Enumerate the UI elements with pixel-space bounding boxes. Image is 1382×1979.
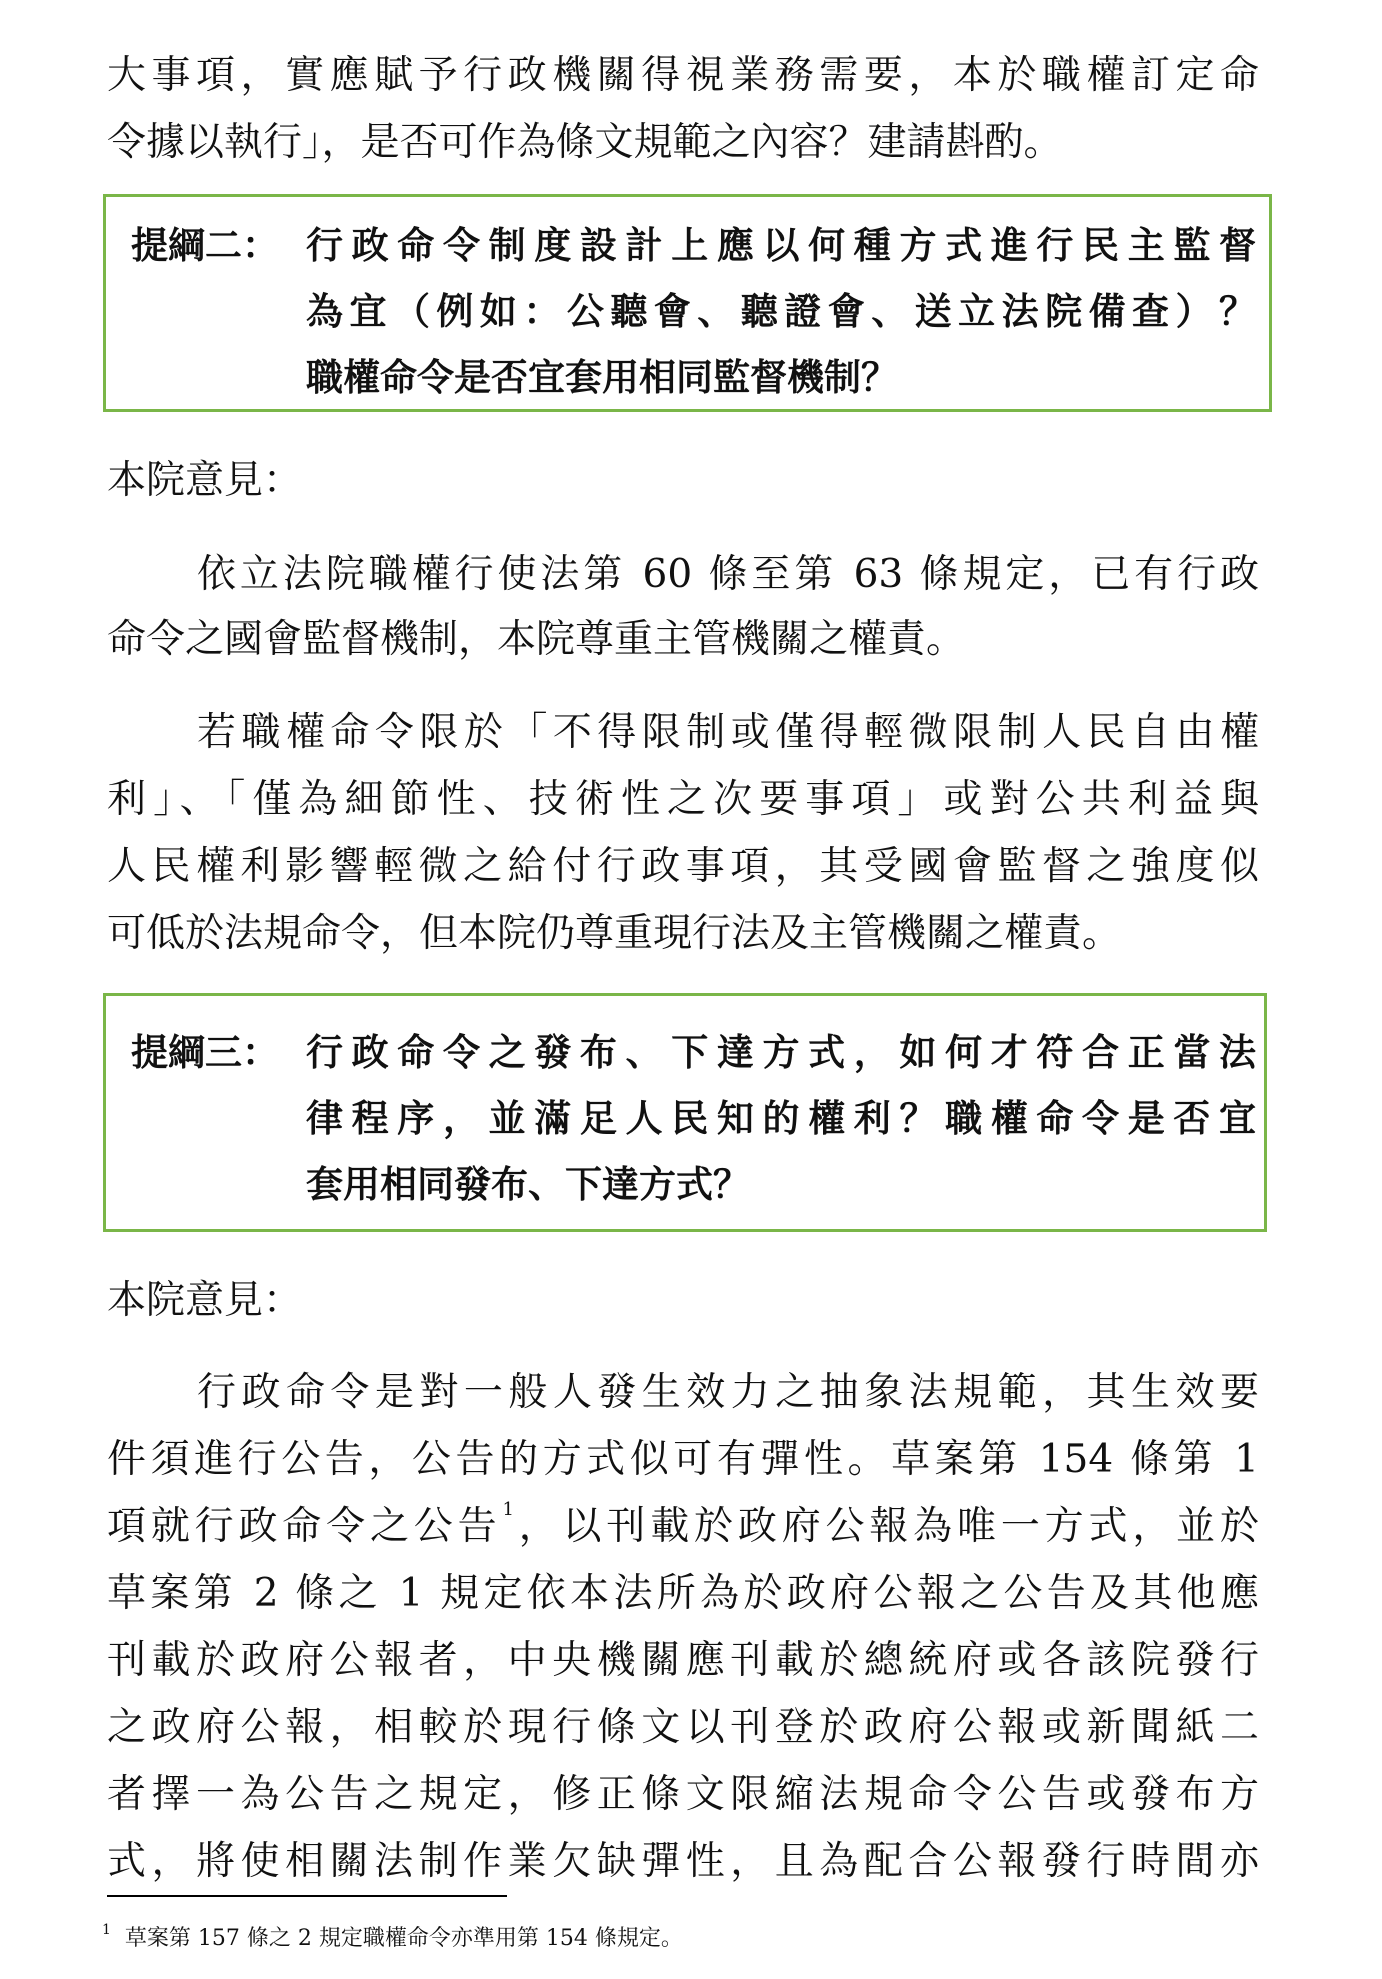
outline-two-line-1: 行政命令制度設計上應以何種方式進行民主監督 (306, 224, 1256, 267)
footnote-number: 1 (102, 1922, 111, 1938)
outline-two-line-3: 職權命令是否宜套用相同監督機制？ (306, 356, 898, 399)
opinion-three-line-3-part-b: ，以刊載於政府公報為唯一方式，並於 (513, 1504, 1259, 1549)
opinion-two-para2-line-3: 人民權利影響輕微之給付行政事項，其受國會監督之強度似 (107, 844, 1259, 889)
footnote (102, 1922, 683, 1951)
opinion-three-line-4: 草案第 2 條之 1 規定依本法所為於政府公報之公告及其他應 (107, 1571, 1259, 1616)
outline-two-label: 提綱二： (131, 224, 279, 267)
opinion-three-line-7: 者擇一為公告之規定，修正條文限縮法規命令公告或發布方 (107, 1772, 1259, 1817)
opinion-three-line-5: 刊載於政府公報者，中央機關應刊載於總統府或各該院發行 (107, 1638, 1259, 1683)
outline-three-line-1: 行政命令之發布、下達方式，如何才符合正當法 (306, 1031, 1256, 1074)
footnote-reference[interactable]: 1 (502, 1499, 514, 1520)
outline-three-line-3: 套用相同發布、下達方式？ (306, 1163, 750, 1206)
opinion-two-para1-line-2: 命令之國會監督機制，本院尊重主管機關之權責。 (107, 617, 966, 662)
opinion-two-para1-line-1: 依立法院職權行使法第 60 條至第 63 條規定，已有行政 (197, 552, 1259, 597)
intro-line-2: 令據以執行」，是否可作為條文規範之內容？建請斟酌。 (107, 120, 1063, 165)
outline-two-box (103, 194, 1272, 412)
opinion-three-line-3-part-a: 項就行政命令之公告 (107, 1504, 502, 1549)
footnote-text: 草案第 157 條之 2 規定職權命令亦準用第 154 條規定。 (124, 1926, 683, 1951)
intro-line-1: 大事項，實應賦予行政機關得視業務需要，本於職權訂定命 (107, 53, 1259, 98)
outline-three-label: 提綱三： (131, 1031, 279, 1074)
opinion-heading: 本院意見： (107, 1278, 303, 1323)
opinion-three-line-6: 之政府公報，相較於現行條文以刊登於政府公報或新聞紙二 (107, 1705, 1259, 1750)
outline-three-line-2: 律程序，並滿足人民知的權利？職權命令是否宜 (306, 1097, 1256, 1140)
opinion-two-para2-line-2: 利」、「僅為細節性、技術性之次要事項」或對公共利益與 (107, 777, 1259, 822)
opinion-two-para2-line-4: 可低於法規命令，但本院仍尊重現行法及主管機關之權責。 (107, 911, 1122, 956)
opinion-three-line-3 (107, 1499, 1259, 1549)
footnote-separator (107, 1895, 507, 1897)
outline-two-line-2: 為宜（例如：公聽會、聽證會、送立法院備查）？ (306, 290, 1256, 333)
opinion-heading: 本院意見： (107, 458, 303, 503)
opinion-three-line-8: 式，將使相關法制作業欠缺彈性，且為配合公報發行時間亦 (107, 1839, 1259, 1884)
opinion-two-para2-line-1: 若職權命令限於「不得限制或僅得輕微限制人民自由權 (197, 710, 1259, 755)
opinion-three-line-1: 行政命令是對一般人發生效力之抽象法規範，其生效要 (197, 1370, 1259, 1415)
opinion-three-line-2: 件須進行公告，公告的方式似可有彈性。草案第 154 條第 1 (107, 1437, 1259, 1482)
outline-three-box (103, 993, 1267, 1232)
